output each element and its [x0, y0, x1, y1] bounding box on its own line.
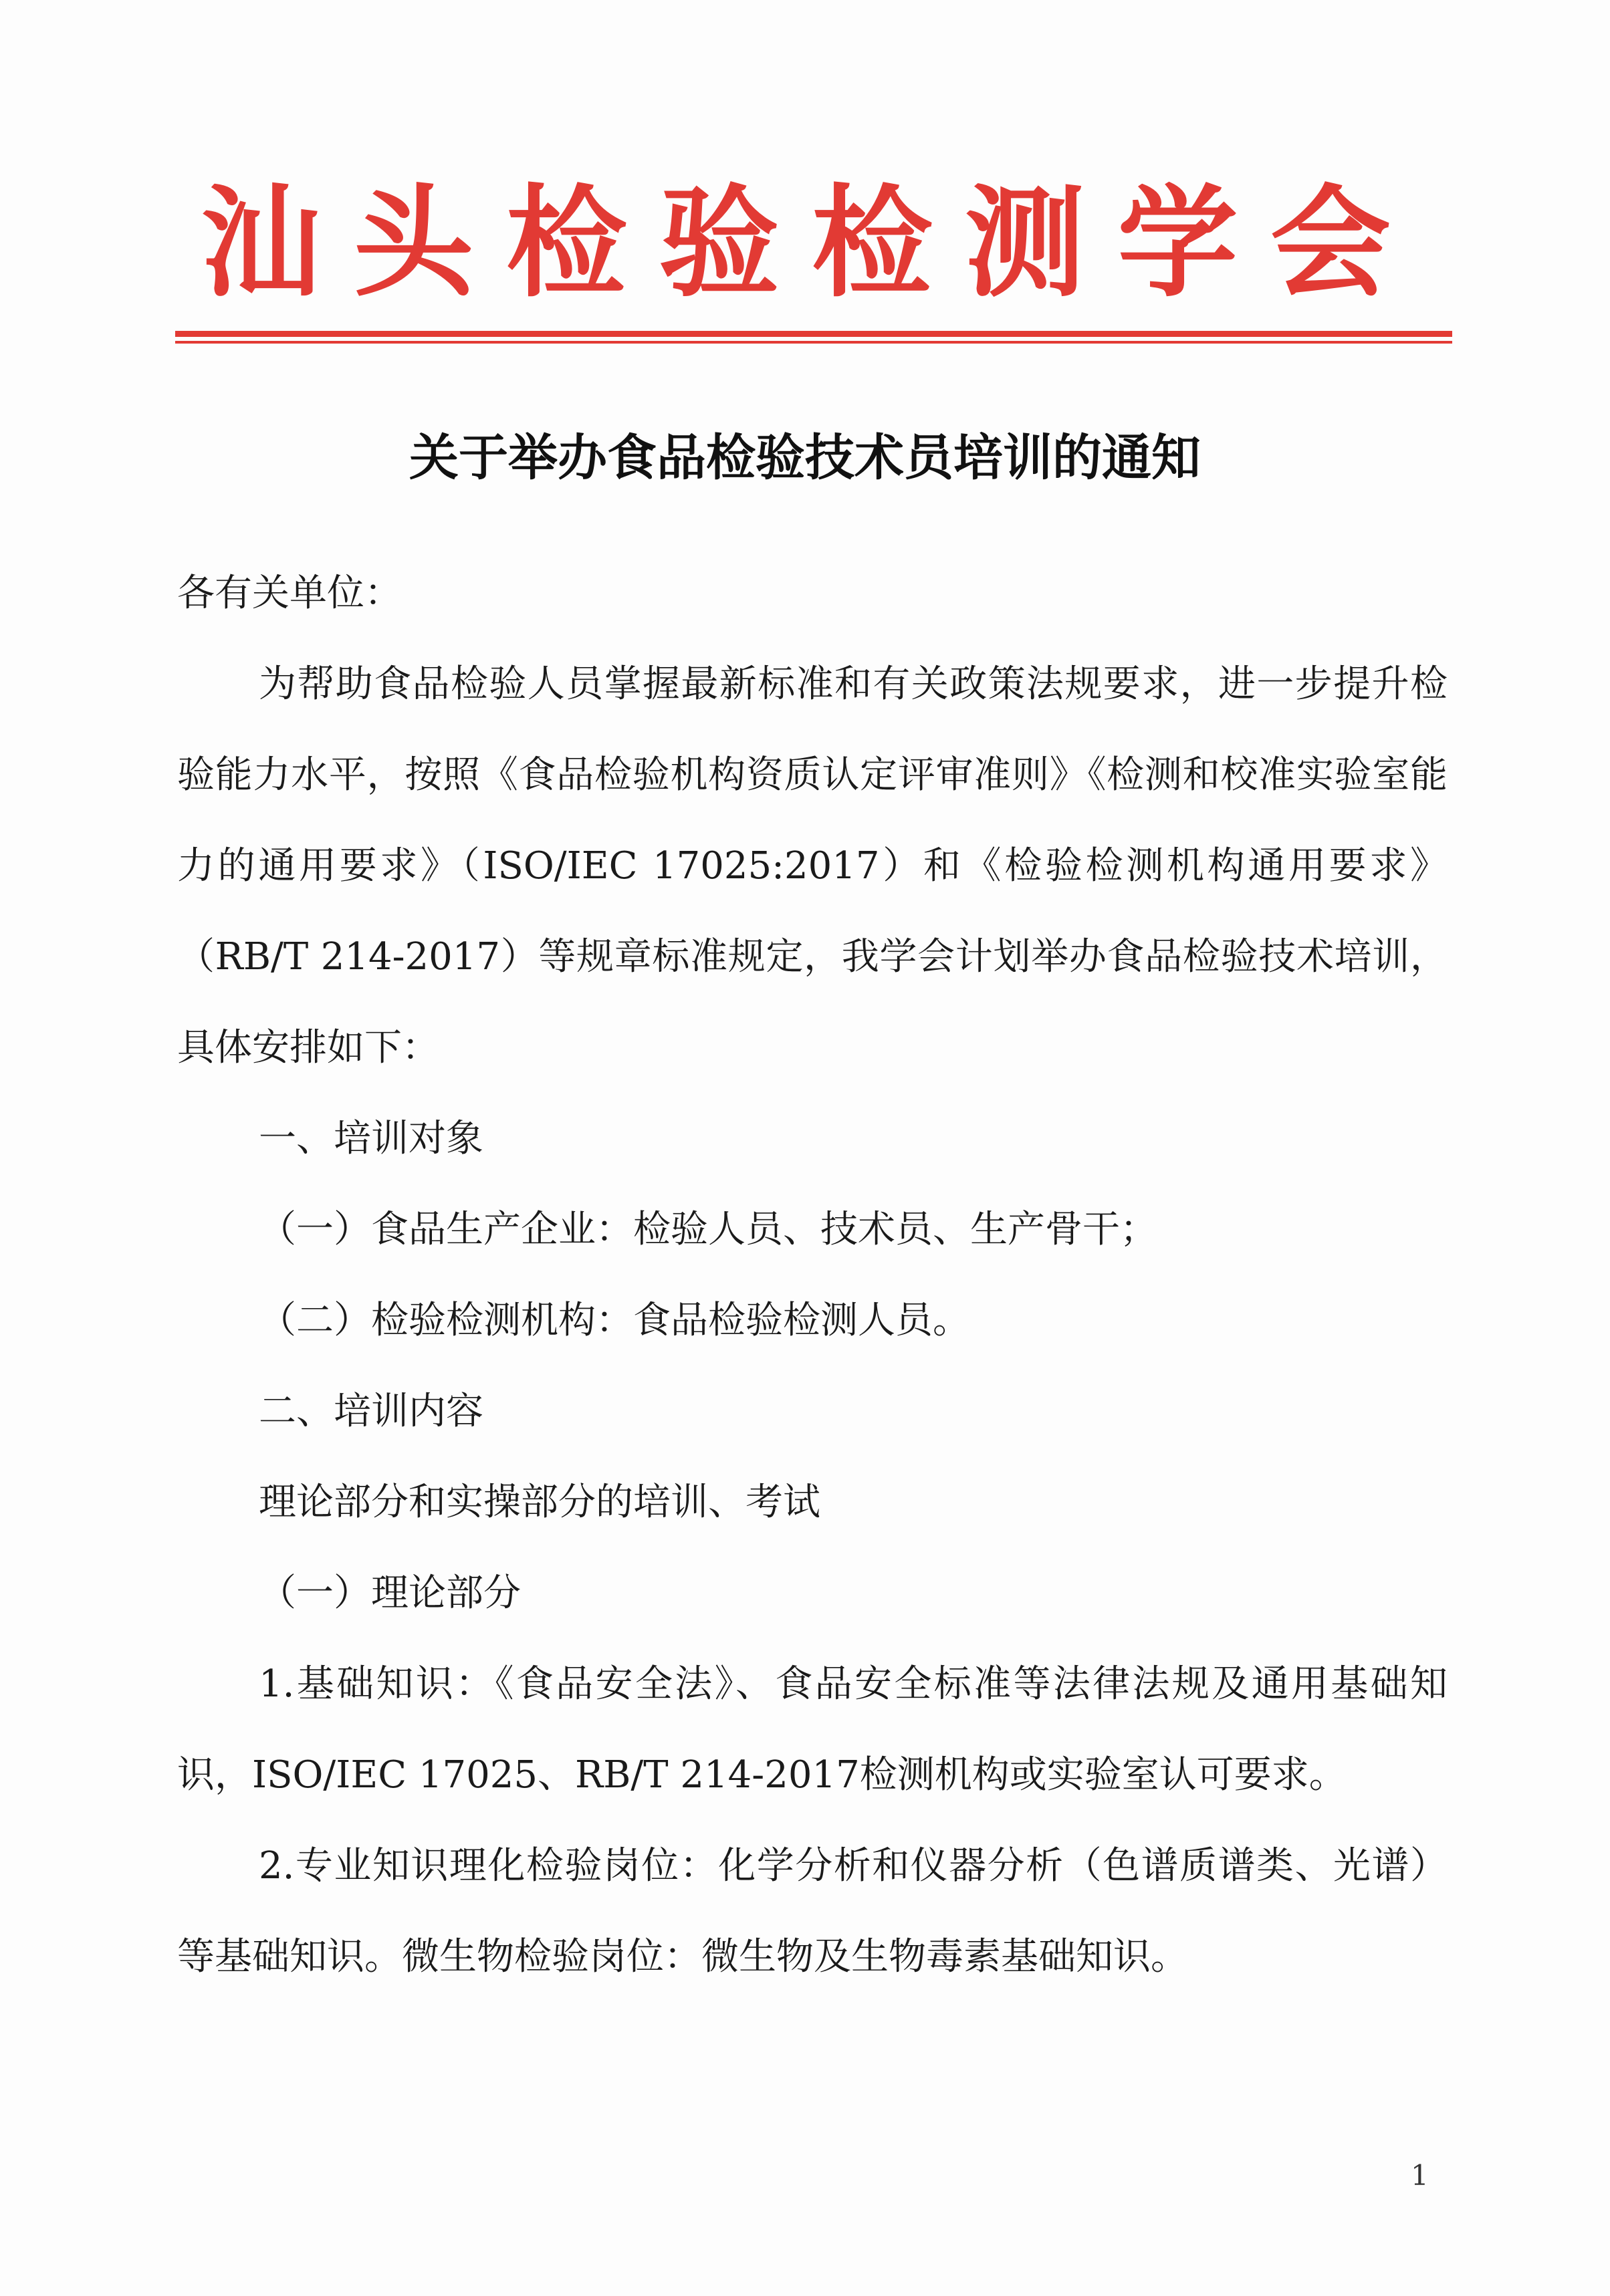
section-heading-targets: 一、培训对象	[259, 1117, 483, 1160]
intro-paragraph: 为帮助食品检验人员掌握最新标准和有关政策法规要求，进一步提升检验能力水平，按照《食品检验机构资质认定评审准则》《检测和校准实验室能力的通用要求》（ISO/IEC 17025:2017）和《检验检测机构通用要求》（RB/T 214-2017）等规章标准规定，我学会计划举办食品检验技术培训，具体安排如下：	[177, 662, 1448, 1069]
letterhead-char: 验	[659, 174, 780, 313]
document-body	[177, 548, 1448, 2003]
content-description: 理论部分和实操部分的培训、考试	[259, 1481, 820, 1524]
letterhead-char: 汕	[201, 174, 322, 313]
letterhead-char: 会	[1270, 174, 1391, 313]
document-title: 关于举办食品检验技术员培训的通知	[409, 429, 1201, 487]
section-heading-content: 二、培训内容	[259, 1390, 483, 1433]
letterhead	[201, 174, 1391, 313]
letterhead-divider-thick	[175, 331, 1452, 337]
salutation: 各有关单位：	[177, 571, 402, 615]
subsection-theory: （一）理论部分	[259, 1571, 521, 1615]
target-item-enterprises: （一）食品生产企业：检验人员、技术员、生产骨干；	[259, 1208, 1157, 1251]
letterhead-char: 检	[506, 174, 627, 313]
theory-item-professional-knowledge: 2.专业知识理化检验岗位：化学分析和仪器分析（色谱质谱类、光谱）等基础知识。微生物检验岗位：微生物及生物毒素基础知识。	[177, 1844, 1448, 1979]
letterhead-char: 学	[1117, 174, 1238, 313]
letterhead-char: 测	[964, 174, 1085, 313]
page-number: 1	[1411, 2159, 1429, 2192]
letterhead-char: 检	[812, 174, 933, 313]
letterhead-divider-thin	[175, 341, 1452, 344]
letterhead-char: 头	[353, 174, 474, 313]
theory-item-basic-knowledge: 1.基础知识：《食品安全法》、食品安全标准等法律法规及通用基础知识，ISO/IEC 17025、RB/T 214-2017检测机构或实验室认可要求。	[177, 1662, 1448, 1797]
target-item-institutions: （二）检验检测机构：食品检验检测人员。	[259, 1299, 970, 1342]
